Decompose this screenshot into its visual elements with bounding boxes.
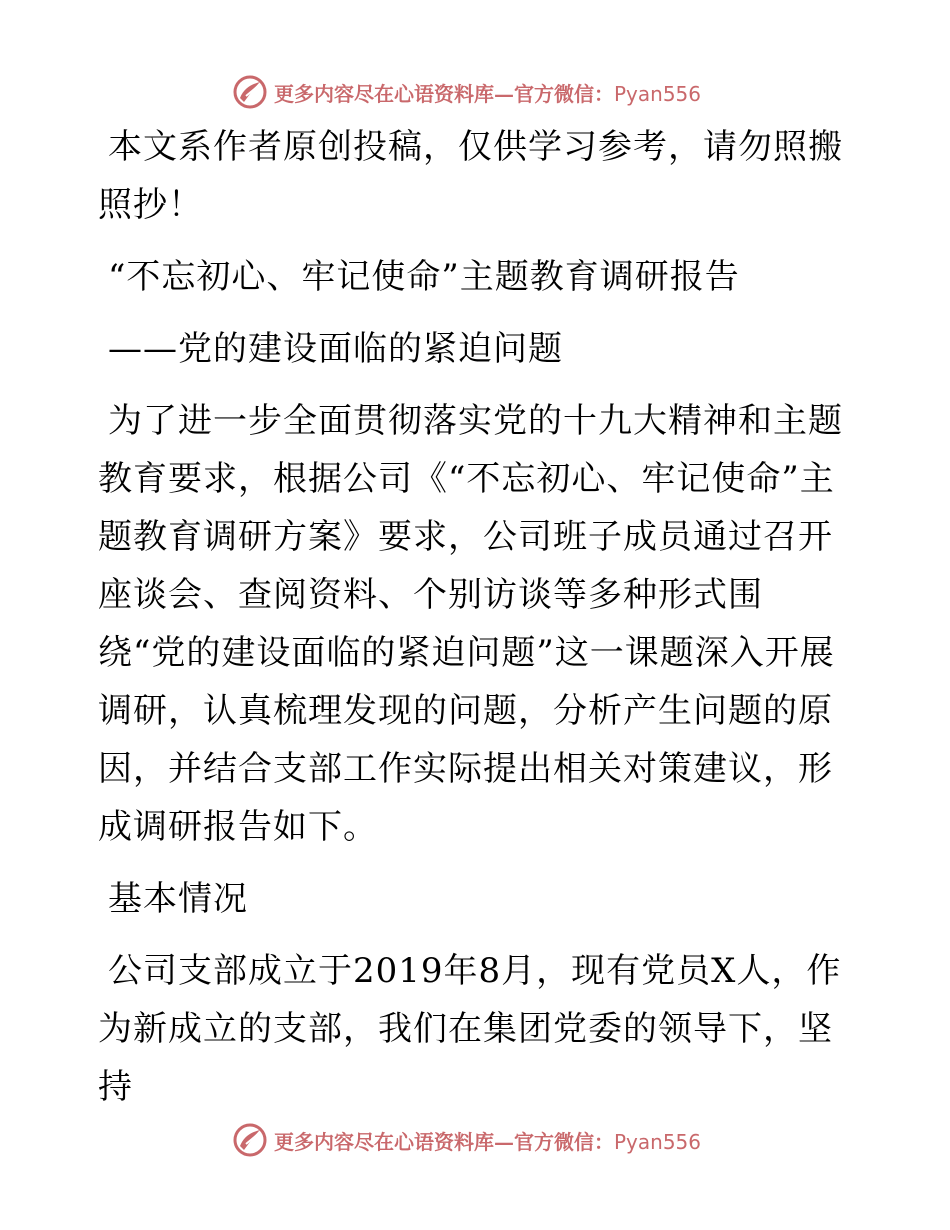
watermark-text: 更多内容尽在心语资料库—官方微信：Pyan556: [274, 1129, 702, 1154]
section-paragraph: 公司支部成立于2019年8月，现有党员X人，作为新成立的支部，我们在集团党委的领导下，坚持: [98, 951, 842, 1107]
document-subtitle: ——党的建设面临的紧迫问题: [108, 329, 563, 369]
watermark-text: 更多内容尽在心语资料库—官方微信：Pyan556: [274, 81, 702, 106]
seal-logo-icon: [232, 74, 268, 110]
document-title: “不忘初心、牢记使命”主题教育调研报告: [108, 257, 740, 297]
header-watermark: [232, 72, 752, 112]
footer-watermark: [232, 1120, 752, 1160]
watermark-wechat-id: Pyan556: [614, 1129, 702, 1154]
section-heading: 基本情况: [108, 879, 248, 919]
disclaimer-paragraph: 本文系作者原创投稿，仅供学习参考，请勿照搬照抄！: [98, 127, 843, 225]
document-body: [98, 118, 850, 1130]
seal-logo-icon: [232, 1122, 268, 1158]
intro-paragraph: 为了进一步全面贯彻落实党的十九大精神和主题教育要求，根据公司《“不忘初心、牢记使命”主题教育调研方案》要求，公司班子成员通过召开座谈会、查阅资料、个别访谈等多种形式围绕“党的建设面临的紧迫问题”这一课题深入开展调研，认真梳理发现的问题，分析产生问题的原因，并结合支部工作实际提出相关对策建议，形成调研报告如下。: [98, 401, 843, 847]
watermark-wechat-id: Pyan556: [614, 81, 702, 106]
